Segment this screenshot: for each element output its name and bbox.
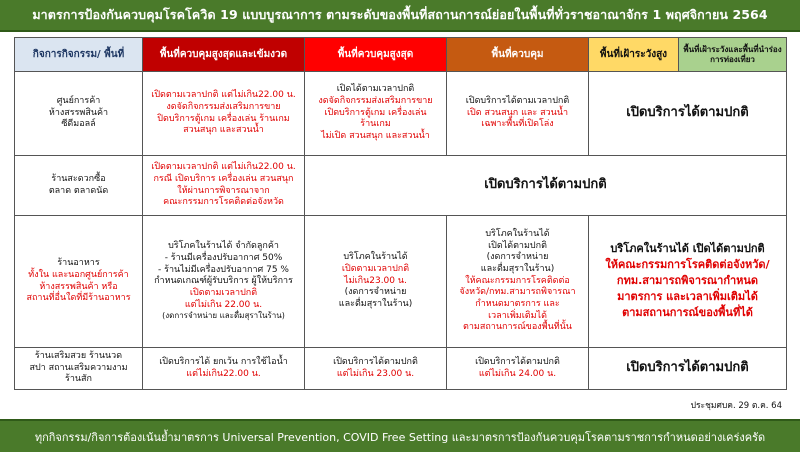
meeting-note: ประชุมศบค. 29 ต.ค. 64	[690, 401, 782, 411]
cell-restaurant-normal: บริโภคในร้านได้ เปิดได้ตามปกติ ให้คณะกรรมการโรคติดต่อจังหวัด/ กทม.สามารถพิจารณากำหนด มาตรการ และเวลาเพิ่มเติมได้ ตามสถานการณ์ของพื้นที่ได้	[589, 216, 787, 348]
row-label-shop: ร้านสะดวกซื้อ ตลาด ตลาดนัด	[15, 156, 143, 216]
cell-mall-control: เปิดบริการได้ตามเวลาปกติ เปิด สวนสนุก และ สวนน้ำ เฉพาะพื้นที่เปิดโล่ง	[447, 72, 589, 156]
table-row-beauty	[15, 348, 787, 390]
header-high-surveillance: พื้นที่เฝ้าระวังสูง	[589, 38, 679, 72]
header-activity: กิจการกิจกรรม/ พื้นที่	[15, 38, 143, 72]
header-max-control: พื้นที่ควบคุมสูงสุด	[305, 38, 447, 72]
table-row-mall	[15, 72, 787, 156]
cell-beauty-strict: เปิดบริการได้ ยกเว้น การใช้ไอน้ำ แต่ไม่เกิน22.00 น.	[143, 348, 305, 390]
cell-mall-normal: เปิดบริการได้ตามปกติ	[589, 72, 787, 156]
cell-shop-normal: เปิดบริการได้ตามปกติ	[305, 156, 787, 216]
cell-mall-max: เปิดได้ตามเวลาปกติ งดจัดกิจกรรมส่งเสริมการขาย เปิดบริการตู้เกม เครื่องเล่น ร้านเกม ไม่เปิด สวนสนุก และสวนน้ำ	[305, 72, 447, 156]
table-row-shop	[15, 156, 787, 216]
row-label-mall: ศูนย์การค้า ห้างสรรพสินค้า ซีดีมอลล์	[15, 72, 143, 156]
footer-note: ทุกกิจกรรม/กิจการต้องเน้นย้ำมาตรการ Universal Prevention, COVID Free Setting และมาตรการป้องกันควบคุมโรคตามราชการกำหนดอย่างเคร่งครัด	[0, 419, 800, 452]
cell-restaurant-max: บริโภคในร้านได้ เปิดตามเวลาปกติ ไม่เกิน23.00 น. (งดการจำหน่าย และดื่มสุราในร้าน)	[305, 216, 447, 348]
row-label-restaurant: ร้านอาหาร ทั้งใน และนอกศูนย์การค้า ห้างสรรพสินค้า หรือ สถานที่อื่นใดที่มีร้านอาหาร	[15, 216, 143, 348]
cell-shop-strict: เปิดตามเวลาปกติ แต่ไม่เกิน22.00 น. กรณี เปิดบริการ เครื่องเล่น สวนสนุก ให้ผ่านการพิจารณาจาก คณะกรรมการโรคติดต่อจังหวัด	[143, 156, 305, 216]
cell-beauty-max: เปิดบริการได้ตามปกติ แต่ไม่เกิน 23.00 น.	[305, 348, 447, 390]
cell-restaurant-control: บริโภคในร้านได้ เปิดได้ตามปกติ (งดการจำหน่าย และดื่มสุราในร้าน) ให้คณะกรรมการโรคติดต่อ จังหวัด/กทม.สามารถพิจารณา กำหนดมาตรการ และ เวลาเพิ่มเติมได้ ตามสถานการณ์ของพื้นที่นั้น	[447, 216, 589, 348]
header-strict-max-control: พื้นที่ควบคุมสูงสุดและเข้มงวด	[143, 38, 305, 72]
cell-restaurant-strict: บริโภคในร้านได้ จำกัดลูกค้า - ร้านมีเครื่องปรับอากาศ 50% - ร้านไม่มีเครื่องปรับอากาศ 75 % กำหนดเกณฑ์ผู้รับบริการ ผู้ให้บริการ เปิดตามเวลาปกติ แต่ไม่เกิน 22.00 น. (งดการจำหน่าย และดื่มสุราในร้าน)	[143, 216, 305, 348]
cell-beauty-control: เปิดบริการได้ตามปกติ แต่ไม่เกิน 24.00 น.	[447, 348, 589, 390]
row-label-beauty: ร้านเสริมสวย ร้านนวด สปา สถานเสริมความงาม ร้านสัก	[15, 348, 143, 390]
cell-mall-strict: เปิดตามเวลาปกติ แต่ไม่เกิน22.00 น. งดจัดกิจกรรมส่งเสริมการขาย ปิดบริการตู้เกม เครื่องเล่น ร้านเกม สวนสนุก และสวนน้ำ	[143, 72, 305, 156]
header-control: พื้นที่ควบคุม	[447, 38, 589, 72]
cell-beauty-normal: เปิดบริการได้ตามปกติ	[589, 348, 787, 390]
header-surveillance-tourism: พื้นที่เฝ้าระวังและพื้นที่นำร่องการท่องเที่ยว	[679, 38, 787, 72]
page-title: มาตรการป้องกันควบคุมโรคโควิด 19 แบบบูรณาการ ตามระดับของพื้นที่สถานการณ์ย่อยในพื้นที่ทั่วราชอาณาจักร 1 พฤศจิกายน 2564	[0, 0, 800, 32]
measures-table	[14, 37, 787, 390]
table-row-restaurant	[15, 216, 787, 348]
